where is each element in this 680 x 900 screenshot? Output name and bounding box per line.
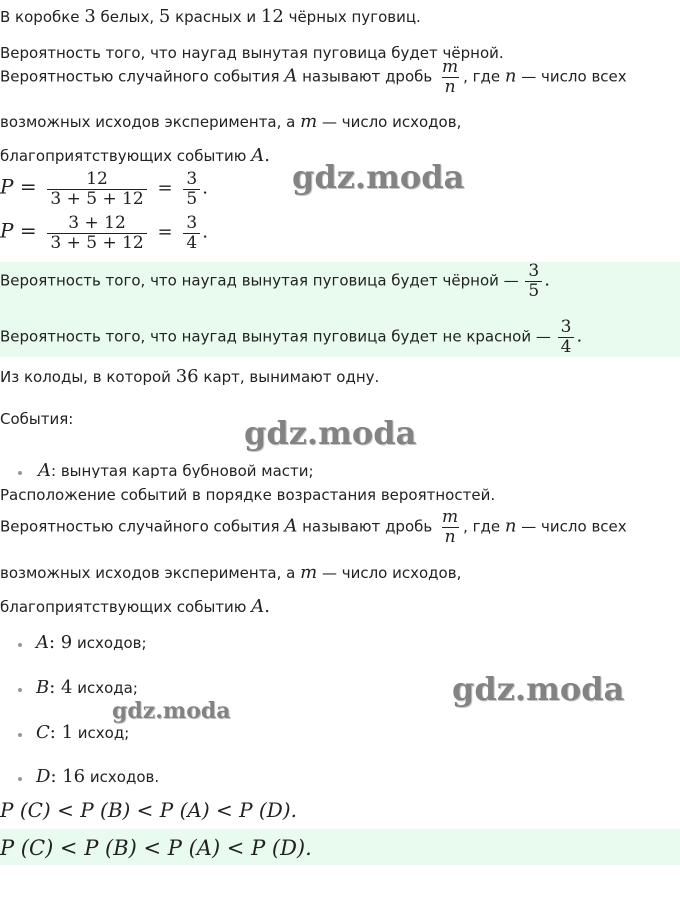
outcome-item-B: B: 4 исхода;	[0, 677, 138, 698]
watermark-logo: gdz.moda	[112, 698, 231, 724]
result-inequality-answer: P (C) < P (B) < P (A) < P (D).	[0, 836, 312, 860]
order-heading: Расположение событий в порядке возрастания вероятностей.	[0, 486, 496, 504]
definition-line-2: возможных исходов эксперимента, а m — число исходов,	[0, 111, 462, 132]
outcome-item-C: C: 1 исход;	[0, 722, 129, 743]
problem1-question: Вероятность того, что наугад вынутая пуговица будет чёрной.	[0, 44, 504, 62]
equation-2: P = $\frac{3 + 12}{3 + 5 + 12}$ = $\frac{3}{4}$ .	[0, 213, 208, 253]
watermark-logo: gdz.moda	[452, 670, 625, 708]
result-inequality: P (C) < P (B) < P (A) < P (D).	[0, 798, 297, 822]
definition2-line-2: возможных исходов эксперимента, а m — число исходов,	[0, 562, 462, 583]
answer-2: Вероятность того, что наугад вынутая пуговица будет не красной — $\frac{3}{4}$ .	[0, 318, 583, 356]
problem1-intro: В коробке 3 белых, 5 красных и 12 чёрных пуговиц.	[0, 6, 421, 27]
answer-1: Вероятность того, что наугад вынутая пуговица будет чёрной — $\frac{3}{5}$ .	[0, 261, 550, 301]
event-A-item: A: вынутая карта бубновой масти;	[0, 460, 314, 478]
watermark-logo: gdz.moda	[244, 414, 417, 452]
watermark-logo: gdz.moda	[292, 158, 465, 196]
outcome-item-D: D: 16 исходов.	[0, 766, 159, 787]
definition2-line-3: благоприятствующих событию A.	[0, 596, 270, 617]
fraction-m-over-n: $\frac{m}{n}$	[442, 57, 459, 97]
problem2-intro: Из колоды, в которой 36 карт, вынимают одну.	[0, 366, 380, 387]
definition-line-3: благоприятствующих событию A.	[0, 145, 270, 166]
definition2-line-1: Вероятностью случайного события A называют дробь $\frac{m}{n}$ , где n — число всех	[0, 507, 627, 547]
events-label: События:	[0, 410, 74, 428]
definition-line-1: Вероятностью случайного события A называют дробь $\frac{m}{n}$ , где n — число всех	[0, 57, 627, 97]
equation-1: P = $\frac{12}{3 + 5 + 12}$ = $\frac{3}{5}$ .	[0, 169, 208, 209]
outcome-item-A: A: 9 исходов;	[0, 632, 147, 653]
